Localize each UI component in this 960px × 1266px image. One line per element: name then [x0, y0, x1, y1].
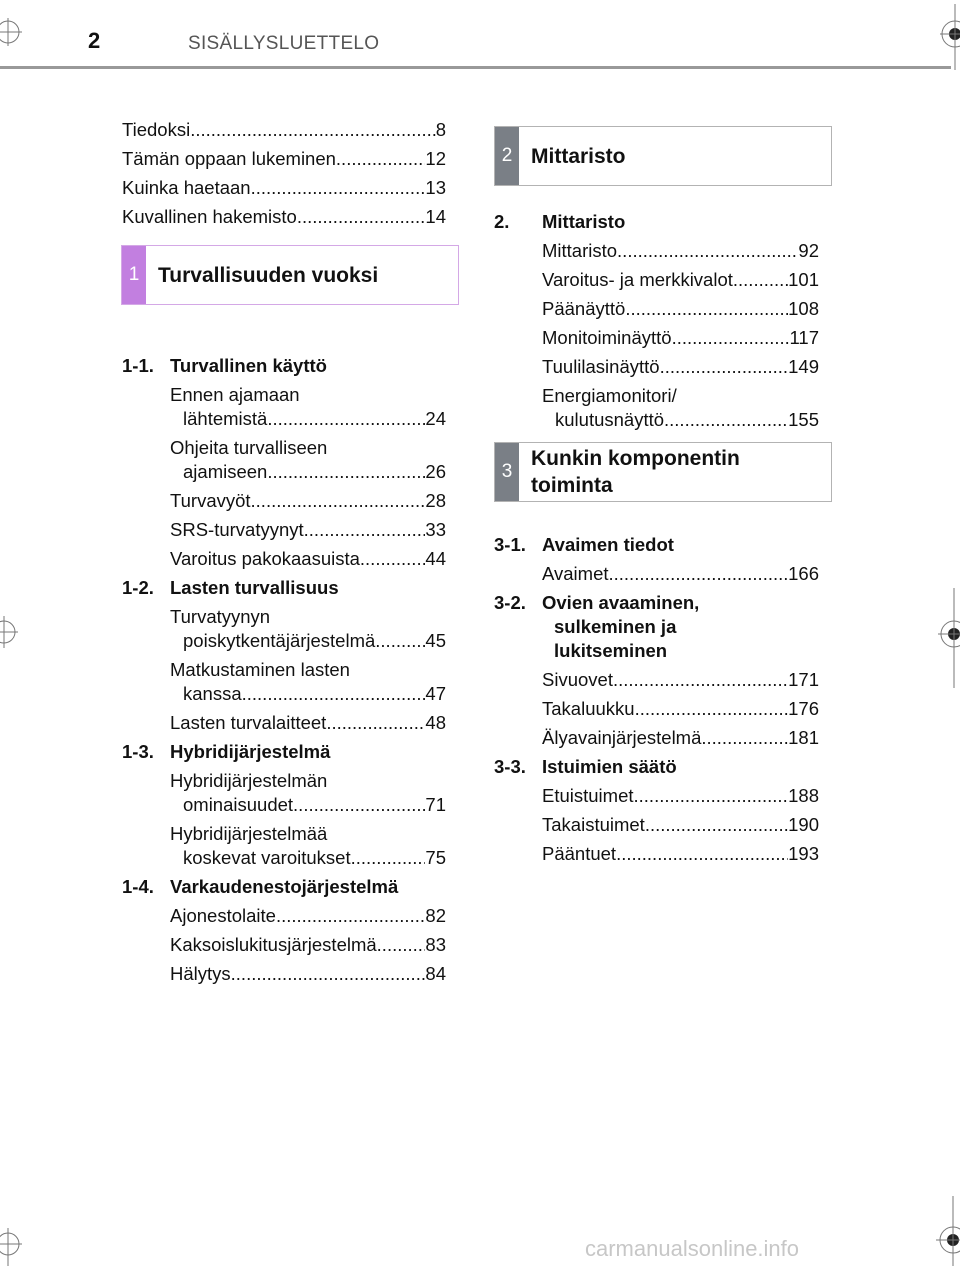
section-heading-3-1[interactable]: 3-1. Avaimen tiedot — [494, 534, 674, 555]
toc-entry-tiedoksi[interactable]: Tiedoksi ..... 8 — [122, 118, 446, 142]
chapter-3-title-line-1: Kunkin komponentin — [531, 447, 740, 470]
toc-entry-takaistuimet[interactable]: Takaistuimet ..... 190 — [542, 813, 819, 837]
section-heading-1-3[interactable]: 1-3. Hybridijärjestelmä — [122, 741, 331, 762]
registration-mark-bottom-left — [0, 1224, 40, 1266]
chapter-3-title-line-2: toiminta — [531, 474, 613, 497]
section-heading-1-2[interactable]: 1-2. Lasten turvallisuus — [122, 577, 339, 598]
chapter-2-badge: 2 — [495, 127, 519, 185]
section-heading-3-2[interactable]: 3-2. Ovien avaaminen, sulkeminen ja lukitseminen — [494, 592, 700, 661]
chapter-2-tab[interactable] — [494, 126, 832, 186]
toc-entry-energiamonitori[interactable]: Energiamonitori/ kulutusnäyttö ..... 155 — [542, 384, 819, 432]
toc-entry-kuvallinen-hakemisto[interactable]: Kuvallinen hakemisto ..... 14 — [122, 205, 446, 229]
watermark: carmanualsonline.info — [585, 1236, 800, 1261]
page-number: 2 — [88, 28, 101, 53]
toc-entry-monitoiminaytto[interactable]: Monitoiminäyttö ..... 117 — [542, 326, 819, 350]
toc-entry-ohjeita-turvalliseen[interactable]: Ohjeita turvalliseen ajamiseen ..... 26 — [170, 436, 446, 484]
toc-entry-etuistuimet[interactable]: Etuistuimet ..... 188 — [542, 784, 819, 808]
header-divider — [0, 66, 951, 69]
toc-entry-matkustaminen-lasten[interactable]: Matkustaminen lasten kanssa ..... 47 — [170, 658, 446, 706]
left-column-toc — [122, 118, 446, 991]
toc-entry-oppaan-lukeminen[interactable]: Tämän oppaan lukeminen ..... 12 — [122, 147, 446, 171]
toc-entry-varoitus-pakokaasuista[interactable]: Varoitus pakokaasuista ..... 44 — [170, 547, 446, 571]
toc-entry-turvavyot[interactable]: Turvavyöt ..... 28 — [170, 489, 446, 513]
section-heading-1-4[interactable]: 1-4. Varkaudenestojärjestelmä — [122, 876, 399, 897]
toc-entry-turvatyynyn-poiskytkenta[interactable]: Turvatyynyn poiskytkentäjärjestelmä ..... 45 — [170, 605, 446, 653]
toc-entry-hybridijarjestelman-ominaisuudet[interactable]: Hybridijärjestelmän ominaisuudet ..... 71 — [170, 769, 446, 817]
toc-entry-srs-turvatyynyt[interactable]: SRS-turvatyynyt ..... 33 — [170, 518, 446, 542]
chapter-3-badge: 3 — [495, 443, 519, 501]
toc-entry-varoitusvalot[interactable]: Varoitus- ja merkkivalot ..... 101 — [542, 268, 819, 292]
section-heading-3-3[interactable]: 3-3. Istuimien säätö — [494, 756, 677, 777]
toc-entry-kuinka-haetaan[interactable]: Kuinka haetaan ..... 13 — [122, 176, 446, 200]
page-title: SISÄLLYSLUETTELO — [188, 33, 380, 54]
toc-entry-hybridijarjestelma-varoitukset[interactable]: Hybridijärjestelmää koskevat varoitukset ..... 75 — [170, 822, 446, 870]
toc-entry-avaimet[interactable]: Avaimet ..... 166 — [542, 562, 819, 586]
chapter-1-title: Turvallisuuden vuoksi — [158, 263, 379, 287]
toc-entry-paanaytto[interactable]: Päänäyttö ..... 108 — [542, 297, 819, 321]
toc-entry-tuulilasinaytto[interactable]: Tuulilasinäyttö ..... 149 — [542, 355, 819, 379]
toc-entry-alyavainjarjestelma[interactable]: Älyavainjärjestelmä ..... 181 — [542, 726, 819, 750]
section-heading-1-1[interactable]: 1-1. Turvallinen käyttö — [122, 355, 327, 376]
section-heading-2[interactable]: 2. Mittaristo — [494, 211, 626, 232]
toc-entry-mittaristo[interactable]: Mittaristo ..... 92 — [542, 239, 819, 263]
chapter-1-badge: 1 — [122, 246, 146, 304]
right-column-toc — [494, 208, 819, 871]
toc-entry-ajonestolaite[interactable]: Ajonestolaite ..... 82 — [170, 904, 446, 928]
registration-mark-top-left — [0, 12, 40, 52]
toc-entry-ennen-ajamaan[interactable]: Ennen ajamaan lähtemistä ..... 24 — [170, 383, 446, 431]
registration-mark-mid-right — [932, 588, 960, 688]
toc-entry-lasten-turvalaitteet[interactable]: Lasten turvalaitteet ..... 48 — [170, 711, 446, 735]
registration-mark-bottom-right — [920, 1196, 960, 1266]
toc-entry-kaksoislukitus[interactable]: Kaksoislukitusjärjestelmä ..... 83 — [170, 933, 446, 957]
toc-entry-halytys[interactable]: Hälytys ..... 84 — [170, 962, 446, 986]
chapter-2-title: Mittaristo — [531, 144, 626, 168]
toc-entry-paantuet[interactable]: Pääntuet ..... 193 — [542, 842, 819, 866]
toc-entry-takaluukku[interactable]: Takaluukku ..... 176 — [542, 697, 819, 721]
toc-entry-sivuovet[interactable]: Sivuovet ..... 171 — [542, 668, 819, 692]
registration-mark-mid-left — [0, 612, 30, 652]
registration-mark-top-right — [922, 0, 960, 70]
